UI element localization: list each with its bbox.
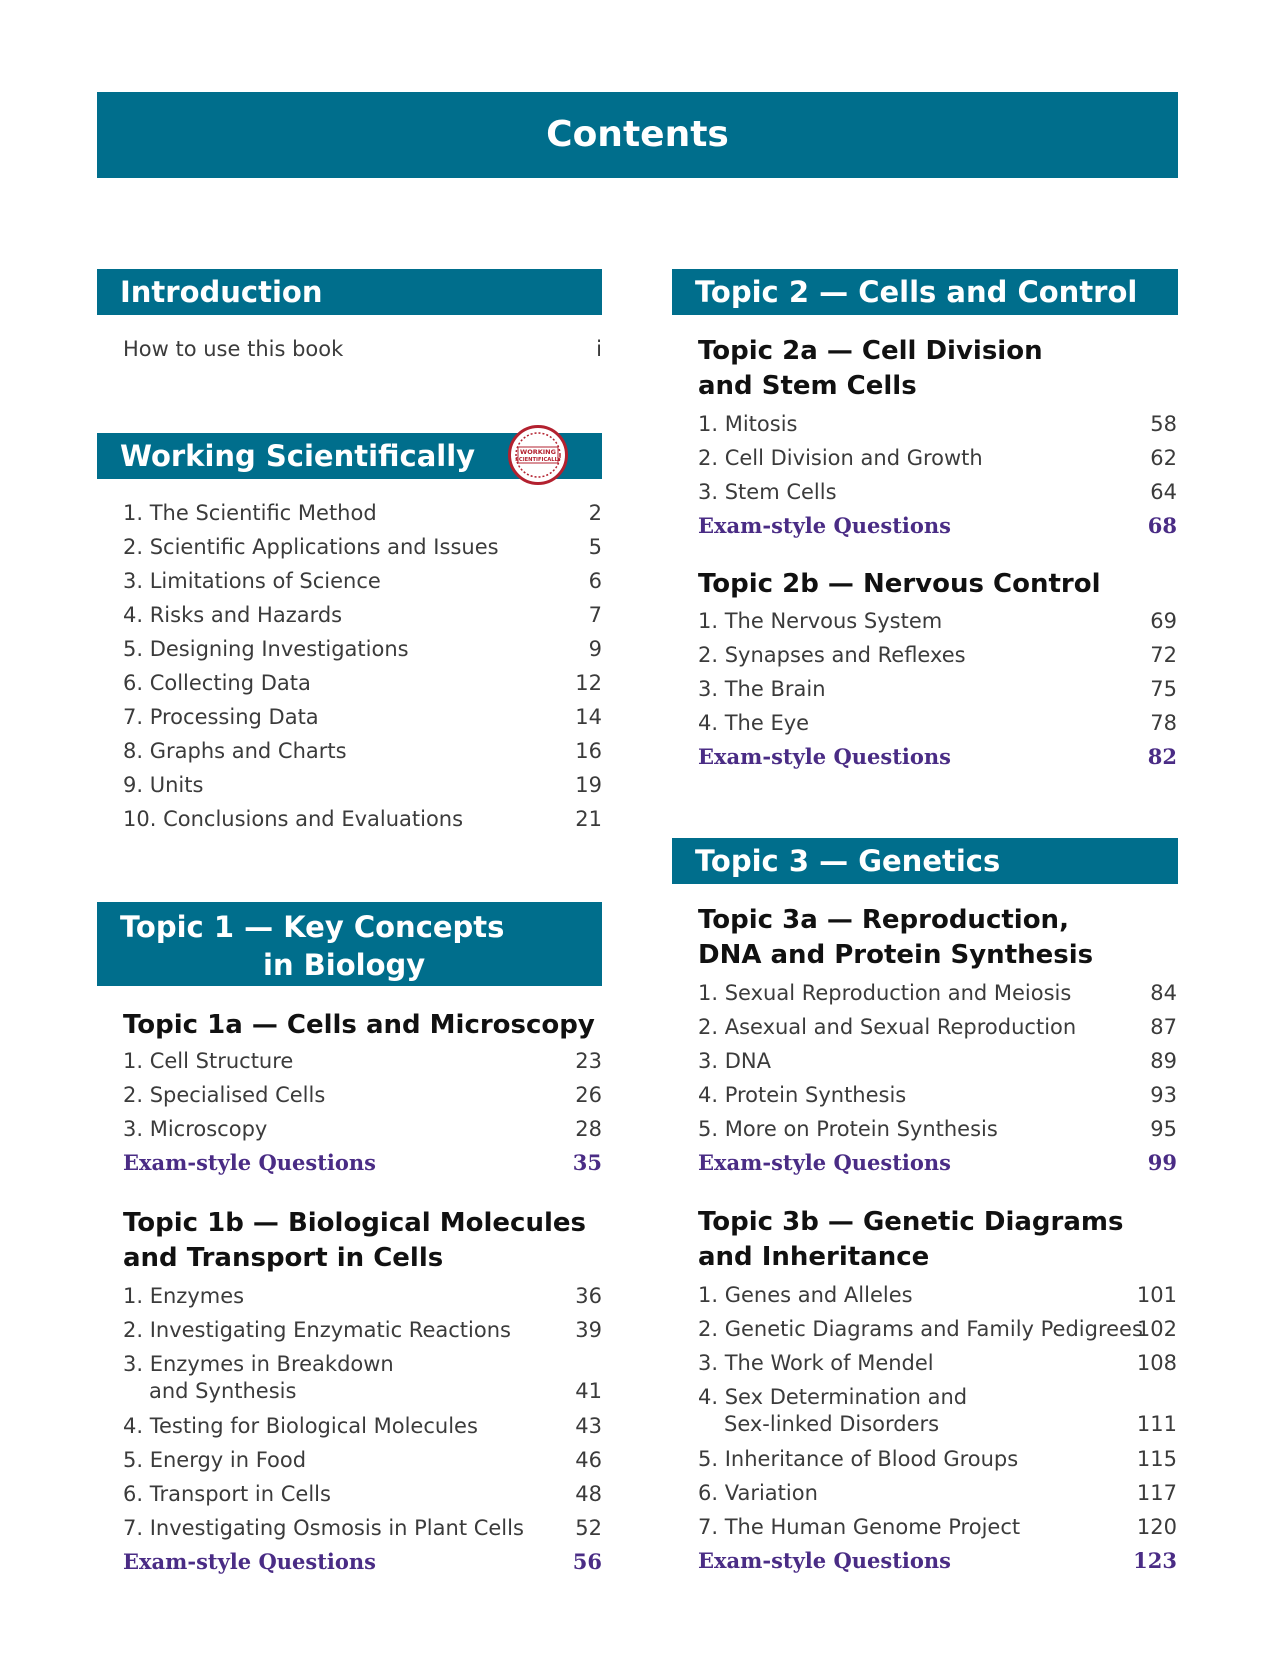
svg-text:WORKING: WORKING — [520, 448, 556, 456]
toc-entry[interactable]: 2. Specialised Cells 26 — [123, 1083, 602, 1107]
toc-entry[interactable]: 8. Graphs and Charts 16 — [123, 739, 602, 763]
toc-entry[interactable]: 6. Collecting Data 12 — [123, 671, 602, 695]
toc-entry[interactable]: How to use this book i — [123, 337, 602, 361]
subtopic-title-2a: Topic 2a — Cell Division and Stem Cells — [698, 336, 1043, 401]
page-title: Contents — [97, 92, 1178, 178]
subtopic-title-3a: Topic 3a — Reproduction, DNA and Protein Synthesis — [698, 905, 1094, 970]
section-heading-topic-3: Topic 3 — Genetics — [672, 838, 1178, 884]
toc-entry[interactable]: 3. Limitations of Science 6 — [123, 569, 602, 593]
toc-entry[interactable]: 5. More on Protein Synthesis 95 — [698, 1117, 1177, 1141]
toc-entry[interactable]: 2. Synapses and Reflexes 72 — [698, 643, 1177, 667]
toc-entry[interactable]: 6. Transport in Cells 48 — [123, 1482, 602, 1506]
working-scientifically-stamp-icon — [508, 425, 568, 485]
toc-entry[interactable]: 3. Enzymes in Breakdown — [123, 1352, 394, 1376]
toc-entry[interactable]: 1. Enzymes 36 — [123, 1284, 602, 1308]
subtopic-title-1b: Topic 1b — Biological Molecules and Transport in Cells — [123, 1208, 586, 1273]
toc-entry[interactable]: 3. Microscopy 28 — [123, 1117, 602, 1141]
toc-entry[interactable]: 2. Asexual and Sexual Reproduction 87 — [698, 1015, 1177, 1039]
toc-entry[interactable]: 6. Variation 117 — [698, 1481, 1177, 1505]
toc-entry[interactable]: 4. The Eye 78 — [698, 711, 1177, 735]
toc-entry[interactable]: 4. Testing for Biological Molecules 43 — [123, 1414, 602, 1438]
toc-entry[interactable]: 5. Inheritance of Blood Groups 115 — [698, 1447, 1177, 1471]
toc-entry[interactable]: 9. Units 19 — [123, 773, 602, 797]
toc-entry-continued[interactable]: and Synthesis 41 — [149, 1379, 602, 1403]
exam-questions-link[interactable]: Exam-style Questions 56 — [123, 1549, 602, 1574]
section-heading-topic-1 — [97, 902, 602, 986]
toc-entry[interactable]: 1. Cell Structure 23 — [123, 1049, 602, 1073]
toc-entry[interactable]: 2. Cell Division and Growth 62 — [698, 446, 1177, 470]
toc-entry[interactable]: 2. Genetic Diagrams and Family Pedigrees 102 — [698, 1317, 1177, 1341]
section-heading-introduction: Introduction — [97, 269, 602, 315]
toc-entry[interactable]: 1. Mitosis 58 — [698, 412, 1177, 436]
toc-entry[interactable]: 4. Sex Determination and — [698, 1385, 968, 1409]
toc-entry[interactable]: 5. Energy in Food 46 — [123, 1448, 602, 1472]
exam-questions-link[interactable]: Exam-style Questions 35 — [123, 1150, 602, 1175]
toc-entry[interactable]: 1. The Nervous System 69 — [698, 609, 1177, 633]
section-heading-working-scientifically: Working Scientifically — [97, 433, 602, 479]
exam-questions-link[interactable]: Exam-style Questions 82 — [698, 744, 1177, 769]
toc-entry[interactable]: 2. Scientific Applications and Issues 5 — [123, 535, 602, 559]
toc-entry[interactable]: 3. The Work of Mendel 108 — [698, 1351, 1177, 1375]
heading-line: Topic 1 — Key Concepts — [120, 910, 505, 944]
toc-entry[interactable]: 1. Genes and Alleles 101 — [698, 1283, 1177, 1307]
toc-entry[interactable]: 3. DNA 89 — [698, 1049, 1177, 1073]
toc-entry[interactable]: 1. Sexual Reproduction and Meiosis 84 — [698, 981, 1177, 1005]
toc-entry[interactable]: 3. Stem Cells 64 — [698, 480, 1177, 504]
svg-text:SCIENTIFICALLY: SCIENTIFICALLY — [515, 457, 561, 463]
toc-entry[interactable]: 4. Risks and Hazards 7 — [123, 603, 602, 627]
toc-entry[interactable]: 2. Investigating Enzymatic Reactions 39 — [123, 1318, 602, 1342]
toc-entry[interactable]: 7. Processing Data 14 — [123, 705, 602, 729]
subtopic-title-1a: Topic 1a — Cells and Microscopy — [123, 1010, 595, 1040]
exam-questions-link[interactable]: Exam-style Questions 68 — [698, 513, 1177, 538]
toc-entry-continued[interactable]: Sex-linked Disorders 111 — [724, 1412, 1177, 1436]
toc-entry[interactable]: 4. Protein Synthesis 93 — [698, 1083, 1177, 1107]
toc-entry[interactable]: 3. The Brain 75 — [698, 677, 1177, 701]
toc-entry[interactable]: 10. Conclusions and Evaluations 21 — [123, 807, 602, 831]
toc-entry[interactable]: 1. The Scientific Method 2 — [123, 501, 602, 525]
exam-questions-link[interactable]: Exam-style Questions 99 — [698, 1150, 1177, 1175]
stamp-seal-icon — [511, 428, 565, 482]
toc-entry[interactable]: 7. The Human Genome Project 120 — [698, 1515, 1177, 1539]
toc-entry[interactable]: 7. Investigating Osmosis in Plant Cells 52 — [123, 1516, 602, 1540]
toc-entry[interactable]: 5. Designing Investigations 9 — [123, 637, 602, 661]
subtopic-title-2b: Topic 2b — Nervous Control — [698, 569, 1101, 599]
exam-questions-link[interactable]: Exam-style Questions 123 — [698, 1548, 1177, 1573]
section-heading-topic-2: Topic 2 — Cells and Control — [672, 269, 1178, 315]
subtopic-title-3b: Topic 3b — Genetic Diagrams and Inheritance — [698, 1207, 1124, 1272]
heading-line: in Biology — [263, 948, 426, 982]
